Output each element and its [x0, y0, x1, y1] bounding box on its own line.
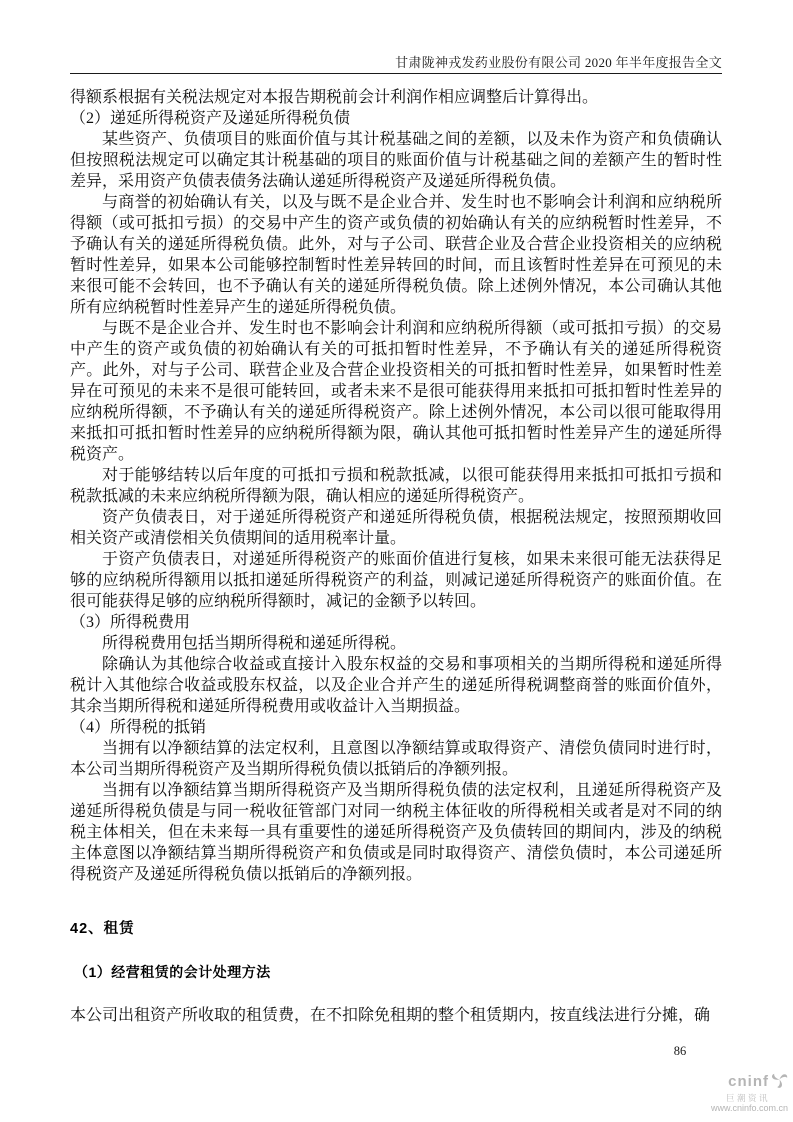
clause-heading-3: （3）所得税费用: [70, 614, 191, 631]
header-rule-divider: [70, 73, 722, 74]
subsection-heading-operating-lease: （1）经营租赁的会计处理方法: [74, 964, 271, 980]
section-heading-lease: 42、租赁: [70, 921, 135, 937]
header-title: 甘肃陇神戎发药业股份有限公司 2020 年半年度报告全文: [395, 55, 722, 70]
paragraph: 除确认为其他综合收益或直接计入股东权益的交易和事项相关的当期所得税和递延所得税计入其他综合收益或股东权益，以及企业合并产生的递延所得税调整商誉的账面价值外，其余当期所得税和递延所得税费用或收益计入当期损益。: [70, 656, 722, 715]
watermark-brand-row: [668, 1071, 788, 1093]
paragraph: 于资产负债表日，对递延所得税资产的账面价值进行复核，如果未来很可能无法获得足够的应纳税所得额用以抵扣递延所得税资产的利益，则减记递延所得税资产的账面价值。在很可能获得足够的应纳税所得额时，减记的金额予以转回。: [70, 551, 722, 610]
watermark-brand-text: cninf: [728, 1072, 769, 1090]
watermark-caption: 巨潮资讯: [725, 1092, 770, 1103]
paragraph: 资产负债表日，对于递延所得税资产和递延所得税负债，根据税法规定，按照预期收回相关资产或清偿相关负债期间的适用税率计量。: [70, 509, 722, 547]
page-number: 86: [673, 1044, 687, 1058]
paragraph-truncated: 本公司出租资产所收取的租赁费，在不扣除免租期的整个租赁期内，按直线法进行分摊，确: [70, 1007, 711, 1024]
paragraph: 某些资产、负债项目的账面价值与其计税基础之间的差额，以及未作为资产和负债确认但按照税法规定可以确定其计税基础的项目的账面价值与计税基础之间的差额产生的暂时性差异，采用资产负债表债务法确认递延所得税资产及递延所得税负债。: [70, 131, 722, 190]
paragraph: 当拥有以净额结算的法定权利，且意图以净额结算或取得资产、清偿负债同时进行时，本公司当期所得税资产及当期所得税负债以抵销后的净额列报。: [70, 740, 722, 778]
paragraph: 与既不是企业合并、发生时也不影响会计利润和应纳税所得额（或可抵扣亏损）的交易中产生的资产或负债的初始确认有关的可抵扣暂时性差异，不予确认有关的递延所得税资产。此外，对与子公司、联营企业及合营企业投资相关的可抵扣暂时性差异，如果暂时性差异在可预见的未来不是很可能转回，或者未来不是很可能获得用来抵扣可抵扣暂时性差异的应纳税所得额，不予确认有关的递延所得税资产。除上述例外情况，本公司以很可能取得用来抵扣可抵扣暂时性差异的应纳税所得额为限，确认其他可抵扣暂时性差异产生的递延所得税资产。: [70, 320, 722, 463]
document-body: [70, 87, 722, 1026]
paragraph: 所得税费用包括当期所得税和递延所得税。: [102, 635, 407, 652]
paragraph-continuation: 得额系根据有关税法规定对本报告期税前会计利润作相应调整后计算得出。: [70, 89, 599, 106]
paragraph: 对于能够结转以后年度的可抵扣亏损和税款抵减，以很可能获得用来抵扣可抵扣亏损和税款抵减的未来应纳税所得额为限，确认相应的递延所得税资产。: [70, 467, 722, 505]
cninfo-swirl-icon: [771, 1071, 788, 1093]
clause-heading-4: （4）所得税的抵销: [70, 719, 207, 736]
cninfo-watermark: [668, 1071, 788, 1114]
watermark-url: www.cninfo.com.cn: [710, 1103, 788, 1114]
clause-heading-2: （2）递延所得税资产及递延所得税负债: [70, 110, 351, 127]
paragraph: 当拥有以净额结算当期所得税资产及当期所得税负债的法定权利，且递延所得税资产及递延所得税负债是与同一税收征管部门对同一纳税主体征收的所得税相关或者是对不同的纳税主体相关，但在未来每一具有重要性的递延所得税资产及负债转回的期间内，涉及的纳税主体意图以净额结算当期所得税资产和负债或是同时取得资产、清偿负债时，本公司递延所得税资产及递延所得税负债以抵销后的净额列报。: [70, 782, 722, 883]
report-header: [70, 55, 722, 74]
paragraph: 与商誉的初始确认有关，以及与既不是企业合并、发生时也不影响会计利润和应纳税所得额（或可抵扣亏损）的交易中产生的资产或负债的初始确认有关的应纳税暂时性差异，不予确认有关的递延所得税负债。此外，对与子公司、联营企业及合营企业投资相关的应纳税暂时性差异，如果本公司能够控制暂时性差异转回的时间，而且该暂时性差异在可预见的未来很可能不会转回，也不予确认有关的递延所得税负债。除上述例外情况，本公司确认其他所有应纳税暂时性差异产生的递延所得税负债。: [70, 194, 722, 316]
